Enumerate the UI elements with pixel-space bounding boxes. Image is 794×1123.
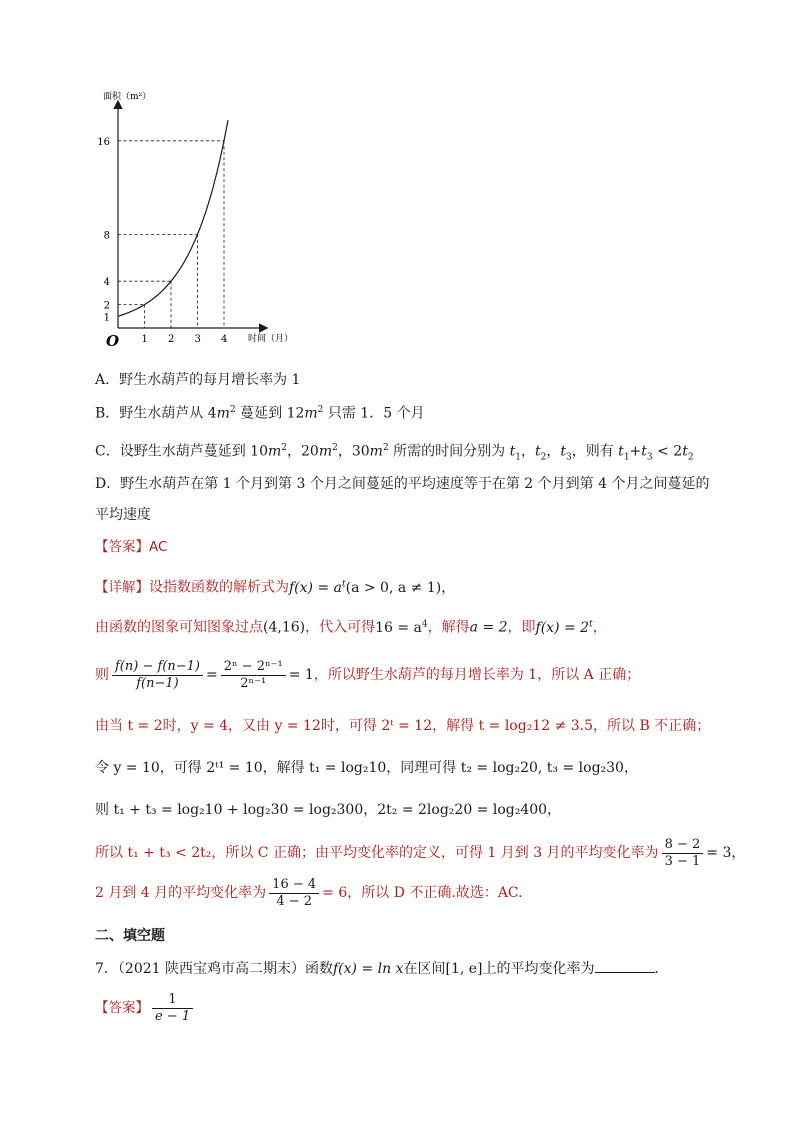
fraction-num: 8 − 2 [662,837,704,854]
option-b: B．野生水葫芦从 $4m^2$ 蔓延到 $12m^2$ 只需 1．5 个月 [95,405,425,422]
growth-chart [0,0,794,360]
answer-6 [95,537,167,557]
detail-line-7 [95,834,745,872]
x-tick-label: 3 [194,334,201,345]
y-tick-label: 8 [103,230,110,242]
option-c-pre: C．设野生水葫芦蔓延到 10 [95,443,268,460]
detail-line-2: 由函数的图象可知图象过点(4,16)，代入可得$16 = a^4$，解得a = 2，即$f(x) = 2^t$， [95,619,607,636]
x-tick-label: 4 [221,334,228,345]
detail-line-5: 令 y = 10，可得 2ᵗ¹ = 10，解得 t₁ = log₂10，同理可得 t₂ = log₂20, t₃ = log₂30， [95,760,638,776]
y-axis-label: 面积（m²） [103,92,152,102]
detail-tag: 【详解】 [95,579,149,596]
option-c: C．设野生水葫芦蔓延到 $10m^2$，$20m^2$，$30m^2$ 所需的时间分别为 $t_1$，$t_2$，$t_3$，则有 $t_1+t_3 < 2t_2$ [95,443,694,463]
x-tick-label: 2 [168,334,175,345]
fraction-den: 4 − 2 [276,893,313,909]
detail-l2-a2: a = 2 [469,619,508,636]
answer-tag: 【答案】 [95,539,149,555]
fraction [112,659,203,692]
option-b-mid: 蔓延到 12 [235,405,305,422]
q7-post: 上的平均变化率为 [482,961,595,977]
option-b-pre: B．野生水葫芦从 4 [95,405,217,422]
option-d-line1: D．野生水葫芦在第 1 个月到第 3 个月之间蔓延的平均速度等于在第 2 个月到第 4 个月之间蔓延的 [95,476,710,492]
y-tick-label: 16 [97,136,110,148]
exponential-curve [118,120,228,316]
fraction-den: 2ⁿ⁻¹ [240,675,267,691]
fraction [221,659,286,692]
y-tick-label: 1 [103,312,110,324]
answer-value: AC [149,539,168,555]
detail-l1: 设指数函数的解析式为 [149,579,289,596]
option-d-line2: 平均速度 [95,507,151,523]
fraction-den: e − 1 [155,1008,191,1024]
detail-l8-pre: 2 月到 4 月的平均变化率为 [95,885,267,901]
option-c-text3: ，30 [337,443,370,460]
answer-blank[interactable] [595,958,655,973]
option-c-text4: 所需的时间分别为 [388,443,510,460]
fraction-num: 1 [152,992,193,1009]
detail-l2-eq: 16 = a [375,619,422,636]
unit-m: m [216,405,230,422]
detail-l8-post: = 6，所以 D 不正确.故选：AC. [322,885,523,901]
detail-l1-cond: (a > 0, a ≠ 1)， [345,579,456,596]
detail-line-1: 【详解】设指数函数的解析式为$f(x) = a^t(a > 0$, a ≠ 1)， [95,579,456,596]
fraction-num: 16 − 4 [269,877,319,894]
detail-l3-pre: 则 [95,667,109,683]
x-axis-label: 时间（月） [248,334,294,344]
q7-end: . [654,961,659,977]
fraction [269,877,319,910]
guide-lines [118,141,224,328]
fraction [662,837,704,870]
fraction-num: f(n) − f(n−1) [112,659,203,676]
detail-l2-a: 由函数的图象可知图象过点 [95,619,263,636]
detail-l3-post: ，所以野生水葫芦的每月增长率为 1，所以 A 正确； [313,667,641,683]
detail-l2-pt: (4,16) [263,619,306,636]
detail-l2-f: f(x) = 2 [535,619,590,636]
section-title: 二、填空题 [95,928,165,944]
answer-7 [95,988,196,1028]
detail-l1-eq: f(x) = a [289,579,342,596]
detail-l2-d: ，即 [507,619,536,636]
y-tick-label: 4 [103,277,110,289]
detail-line-6: 则 t₁ + t₃ = log₂10 + log₂30 = log₂300，2t₂ = 2log₂20 = log₂400， [95,802,562,818]
y-tick-label: 2 [103,300,110,312]
option-a: A．野生水葫芦的每月增长率为 1 [95,372,301,388]
detail-l3-eq: = 1 [288,667,314,683]
q7-fx: f(x) = ln x [333,961,404,977]
tick-labels [97,137,227,345]
detail-l7-post: = 3， [706,845,746,861]
q7-interval: [1, e] [445,961,483,977]
fraction-den: 3 − 1 [664,853,701,869]
fraction-num: 2ⁿ − 2ⁿ⁻¹ [221,659,286,676]
detail-line-4: 由当 t = 2时，y = 4，又由 y = 12时，可得 2ᵗ = 12，解得 t = log₂12 ≠ 3.5，所以 B 不正确； [95,718,711,734]
answer-tag: 【答案】 [95,1000,149,1016]
detail-l2-c: ，解得 [427,619,470,636]
fraction-den: f(n−1) [136,675,179,691]
option-b-post: 只需 1．5 个月 [323,405,425,422]
question-7 [95,958,659,979]
option-c-text2: ，20 [287,443,319,460]
origin-label: O [106,332,120,350]
fraction [152,992,193,1025]
detail-line-8 [95,874,523,912]
option-c-text5: ，则有 [571,443,619,460]
detail-l7-pre: 所以 t₁ + t₃ < 2t₂，所以 C 正确；由平均变化率的定义，可得 1 月到 3 月的平均变化率为 [95,845,659,861]
detail-line-3: 则 $\frac{f(n) - f(n-1)}{f(n-1)}$ = $\frac{\text{2ⁿ − 2ⁿ⁻¹}}{\text{2ⁿ⁻¹}}$ = 1，所以野生水葫芦的每月增长率为 1，所以 A 正确； [95,658,641,691]
q7-prefix: 7．（2021 陕西宝鸡市高二期末）函数 [95,961,333,977]
detail-l2-b: ，代入可得 [305,619,376,636]
x-tick-label: 1 [141,334,148,345]
q7-mid: 在区间 [403,961,446,977]
unit-m: m [304,405,318,422]
